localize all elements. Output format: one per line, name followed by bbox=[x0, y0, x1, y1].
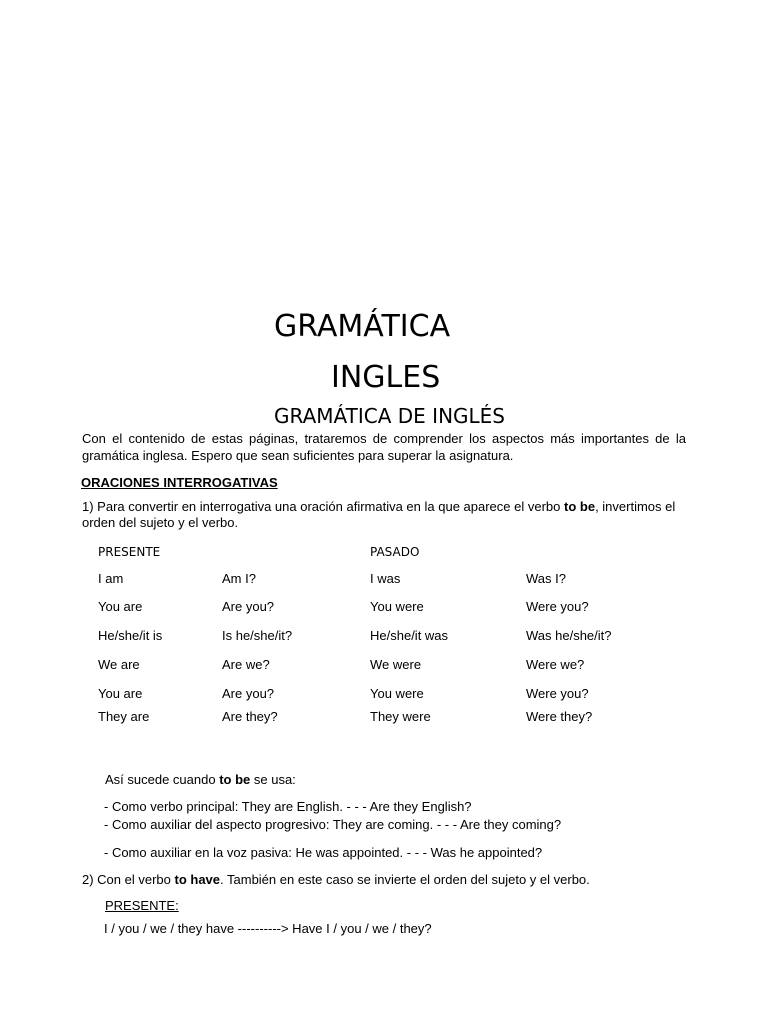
table-cell: They were bbox=[370, 709, 431, 724]
table-cell: You were bbox=[370, 686, 424, 701]
point-1-line-2: orden del sujeto y el verbo. bbox=[82, 515, 239, 530]
table-cell: I am bbox=[98, 571, 124, 586]
table-cell: I was bbox=[370, 571, 401, 586]
table-cell: Are we? bbox=[222, 657, 270, 672]
table-cell: Were you? bbox=[526, 686, 589, 701]
point-2-text: 2) Con el verbo bbox=[82, 872, 175, 887]
table-cell: Were they? bbox=[526, 709, 593, 724]
table-cell: Are they? bbox=[222, 709, 278, 724]
table-cell: Were we? bbox=[526, 657, 585, 672]
table-cell: Is he/she/it? bbox=[222, 628, 293, 643]
table-cell: You were bbox=[370, 599, 424, 614]
point-2-text-end: . También en este caso se invierte el orden del sujeto y el verbo. bbox=[220, 872, 590, 887]
table-cell: Are you? bbox=[222, 599, 275, 614]
intro-line-1: Con el contenido de estas páginas, trataremos de comprender los aspectos más importantes de la bbox=[82, 431, 686, 446]
table-cell: Were you? bbox=[526, 599, 589, 614]
subtitle: GRAMÁTICA DE INGLÉS bbox=[274, 404, 505, 428]
table-cell: You are bbox=[98, 686, 143, 701]
usage-item: - Como auxiliar en la voz pasiva: He was appointed. - - - Was he appointed? bbox=[104, 845, 543, 860]
table-cell: Are you? bbox=[222, 686, 275, 701]
have-example: I / you / we / they have ----------> Have I / you / we / they? bbox=[104, 921, 432, 936]
point-1-bold: to be bbox=[564, 499, 596, 514]
usage-intro-text-end: se usa: bbox=[250, 772, 296, 787]
header-pasado: PASADO bbox=[370, 545, 420, 559]
point-1-text: 1) Para convertir en interrogativa una oración afirmativa en la que aparece el verbo bbox=[82, 499, 564, 514]
table-cell: Was he/she/it? bbox=[526, 628, 612, 643]
usage-item: - Como auxiliar del aspecto progresivo: They are coming. - - - Are they coming? bbox=[104, 817, 562, 832]
table-cell: Was I? bbox=[526, 571, 566, 586]
header-presente: PRESENTE bbox=[98, 545, 161, 559]
title-line-2: INGLES bbox=[331, 360, 441, 395]
table-cell: Am I? bbox=[222, 571, 256, 586]
table-cell: They are bbox=[98, 709, 150, 724]
table-cell: You are bbox=[98, 599, 143, 614]
usage-intro bbox=[105, 771, 296, 789]
point-2 bbox=[82, 871, 590, 889]
usage-item: - Como verbo principal: They are English. - - - Are they English? bbox=[104, 799, 472, 814]
presente-label: PRESENTE: bbox=[105, 898, 179, 913]
table-cell: He/she/it is bbox=[98, 628, 163, 643]
table-cell: We are bbox=[98, 657, 140, 672]
point-1-text-end: , invertimos el bbox=[595, 499, 676, 514]
intro-line-2: gramática inglesa. Espero que sean suficientes para superar la asignatura. bbox=[82, 448, 514, 463]
table-cell: He/she/it was bbox=[370, 628, 449, 643]
title-line-1: GRAMÁTICA bbox=[274, 309, 451, 344]
table-cell: We were bbox=[370, 657, 422, 672]
usage-intro-text: Así sucede cuando bbox=[105, 772, 220, 787]
usage-intro-bold: to be bbox=[219, 772, 251, 787]
section-heading: ORACIONES INTERROGATIVAS bbox=[81, 475, 278, 490]
point-2-bold: to have bbox=[174, 872, 221, 887]
